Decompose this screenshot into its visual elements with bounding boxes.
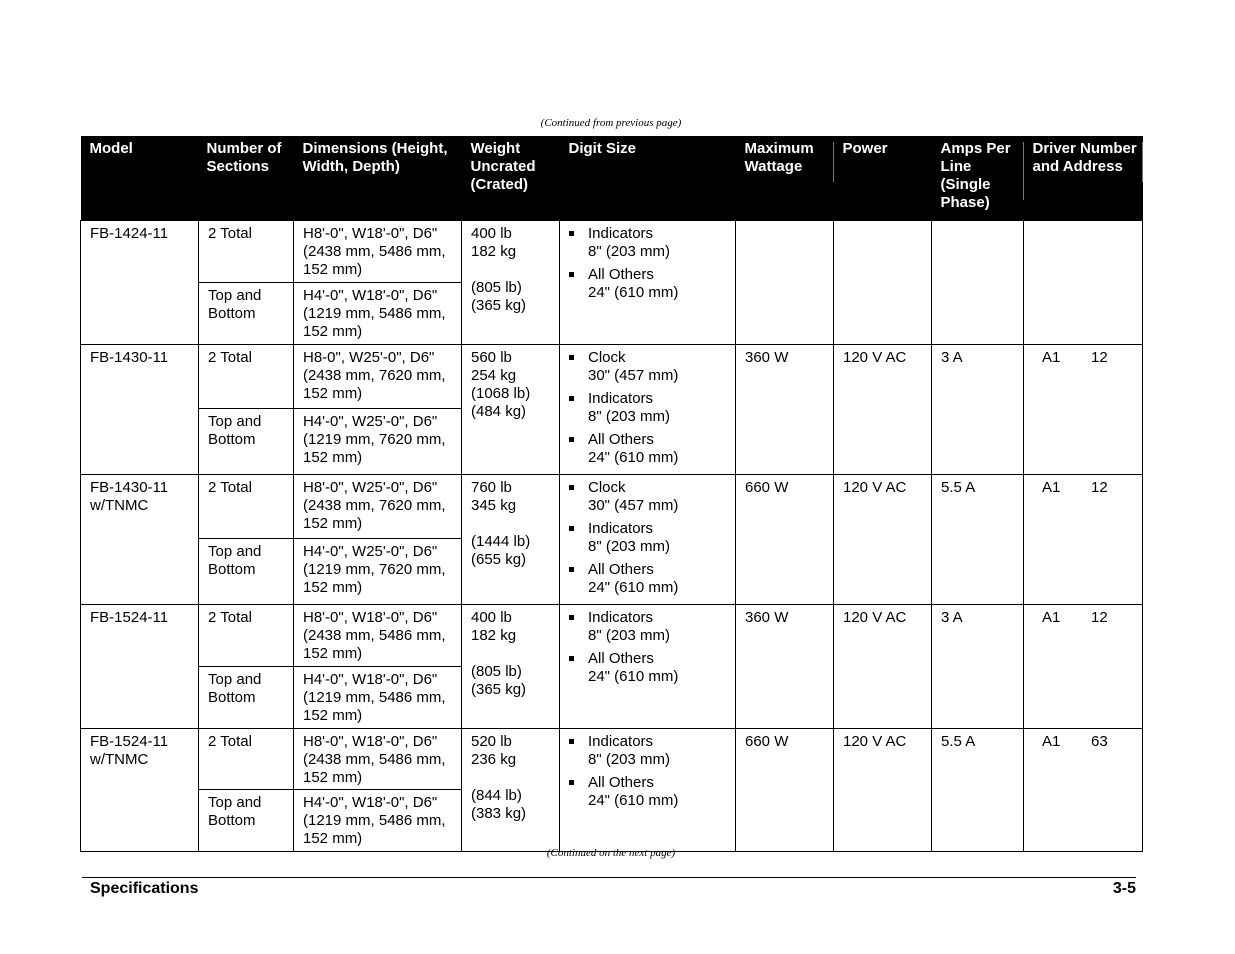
digit-name: Indicators — [588, 733, 654, 750]
driver-cell — [1024, 345, 1143, 475]
digit-dimension: 24" (610 mm) — [588, 792, 679, 809]
digit-dimension: 24" (610 mm) — [588, 449, 679, 466]
digit-size-cell — [560, 221, 736, 345]
driver-number: A1 — [1042, 479, 1061, 496]
dimensions-total-cell: H8'-0", W18'-0", D6" (2438 mm, 5486 mm, 152 mm) — [294, 729, 462, 790]
model-cell: FB-1430-11 w/TNMC — [81, 475, 199, 605]
footer-page-number: 3-5 — [1112, 880, 1136, 897]
weight-uncrated-kg: 236 kg — [471, 751, 517, 768]
driver-cell — [1024, 729, 1143, 852]
weight-cell — [462, 729, 560, 852]
sections-total-cell: 2 Total — [199, 605, 294, 667]
wattage-cell: 660 W — [736, 475, 834, 605]
digit-name: Indicators — [588, 225, 654, 242]
dimensions-top-bottom-cell: H4'-0", W18'-0", D6" (1219 mm, 5486 mm, 152 mm) — [294, 667, 462, 729]
header-weight: Weight Uncrated (Crated) — [462, 136, 560, 221]
model-cell: FB-1424-11 — [81, 221, 199, 345]
driver-cell — [1024, 221, 1143, 345]
digit-size-item — [568, 431, 731, 467]
digit-size-list — [568, 225, 731, 302]
digit-dimension: 24" (610 mm) — [588, 284, 679, 301]
header-max-wattage: Maximum Wattage — [736, 136, 834, 221]
digit-size-cell — [560, 345, 736, 475]
digit-size-item — [568, 774, 731, 810]
weight-crated-kg: (365 kg) — [471, 297, 527, 314]
driver-number: A1 — [1042, 609, 1061, 626]
sections-total-cell: 2 Total — [199, 221, 294, 283]
sections-total-cell: 2 Total — [199, 345, 294, 409]
digit-dimension: 8" (203 mm) — [588, 751, 671, 768]
digit-name: Indicators — [588, 520, 654, 537]
model-cell: FB-1524-11 w/TNMC — [81, 729, 199, 852]
digit-size-list — [568, 479, 731, 597]
amps-cell: 5.5 A — [932, 475, 1024, 605]
weight-crated-kg: (484 kg) — [471, 403, 527, 420]
wattage-cell: 660 W — [736, 729, 834, 852]
driver-number: A1 — [1042, 733, 1061, 750]
driver-cell — [1024, 475, 1143, 605]
sections-top-bottom-cell: Top and Bottom — [199, 283, 294, 345]
digit-size-cell — [560, 475, 736, 605]
digit-size-item — [568, 390, 731, 426]
weight-crated-kg: (655 kg) — [471, 551, 527, 568]
dimensions-total-cell: H8'-0", W18'-0", D6" (2438 mm, 5486 mm, 152 mm) — [294, 221, 462, 283]
driver-address: 63 — [1091, 733, 1108, 750]
digit-size-item — [568, 733, 731, 769]
digit-size-item — [568, 520, 731, 556]
header-amps: Amps Per Line (Single Phase) — [932, 136, 1024, 221]
table-row — [81, 729, 1143, 790]
power-cell: 120 V AC — [834, 605, 932, 729]
digit-name: All Others — [588, 266, 654, 283]
weight-crated-kg: (365 kg) — [471, 681, 527, 698]
digit-name: All Others — [588, 561, 654, 578]
driver-cell — [1024, 605, 1143, 729]
header-digit-size: Digit Size — [560, 136, 736, 221]
footer-rule — [82, 877, 1136, 878]
table-header-row — [81, 136, 1143, 221]
digit-dimension: 24" (610 mm) — [588, 668, 679, 685]
sections-top-bottom-cell: Top and Bottom — [199, 408, 294, 474]
sections-total-cell: 2 Total — [199, 475, 294, 539]
digit-size-item — [568, 225, 731, 261]
table-row — [81, 221, 1143, 283]
digit-dimension: 8" (203 mm) — [588, 627, 671, 644]
amps-cell: 3 A — [932, 605, 1024, 729]
digit-dimension: 8" (203 mm) — [588, 243, 671, 260]
digit-dimension: 8" (203 mm) — [588, 408, 671, 425]
weight-uncrated-lb: 760 lb — [471, 479, 512, 496]
weight-crated-lb: (844 lb) — [471, 787, 522, 804]
header-model: Model — [81, 136, 199, 221]
header-power: Power — [834, 136, 932, 221]
dimensions-top-bottom-cell: H4'-0", W18'-0", D6" (1219 mm, 5486 mm, 152 mm) — [294, 283, 462, 345]
header-driver: Driver Number and Address — [1024, 136, 1143, 221]
weight-uncrated-lb: 400 lb — [471, 609, 512, 626]
table-row — [81, 345, 1143, 409]
digit-size-cell — [560, 729, 736, 852]
digit-name: Clock — [588, 349, 626, 366]
sections-total-cell: 2 Total — [199, 729, 294, 790]
weight-crated-lb: (1068 lb) — [471, 385, 531, 402]
wattage-cell — [736, 221, 834, 345]
header-dimensions: Dimensions (Height, Width, Depth) — [294, 136, 462, 221]
digit-size-item — [568, 650, 731, 686]
power-cell: 120 V AC — [834, 729, 932, 852]
weight-crated-lb: (805 lb) — [471, 663, 522, 680]
weight-crated-lb: (1444 lb) — [471, 533, 531, 550]
weight-uncrated-kg: 182 kg — [471, 627, 517, 644]
weight-crated-lb: (805 lb) — [471, 279, 522, 296]
driver-number: A1 — [1042, 349, 1061, 366]
sections-top-bottom-cell: Top and Bottom — [199, 667, 294, 729]
digit-dimension: 30" (457 mm) — [588, 367, 679, 384]
weight-uncrated-kg: 182 kg — [471, 243, 517, 260]
model-cell: FB-1430-11 — [81, 345, 199, 475]
digit-name: All Others — [588, 774, 654, 791]
header-sections: Number of Sections — [199, 136, 294, 221]
amps-cell — [932, 221, 1024, 345]
digit-name: Indicators — [588, 609, 654, 626]
digit-size-cell — [560, 605, 736, 729]
digit-name: Indicators — [588, 390, 654, 407]
digit-size-item — [568, 349, 731, 385]
digit-dimension: 24" (610 mm) — [588, 579, 679, 596]
digit-dimension: 8" (203 mm) — [588, 538, 671, 555]
amps-cell: 5.5 A — [932, 729, 1024, 852]
digit-size-list — [568, 609, 731, 686]
wattage-cell: 360 W — [736, 605, 834, 729]
dimensions-total-cell: H8'-0", W18'-0", D6" (2438 mm, 5486 mm, 152 mm) — [294, 605, 462, 667]
dimensions-top-bottom-cell: H4'-0", W18'-0", D6" (1219 mm, 5486 mm, 152 mm) — [294, 790, 462, 852]
weight-cell — [462, 605, 560, 729]
digit-size-list — [568, 349, 731, 467]
digit-size-item — [568, 609, 731, 645]
dimensions-top-bottom-cell: H4'-0", W25'-0", D6" (1219 mm, 7620 mm, 152 mm) — [294, 538, 462, 604]
digit-size-item — [568, 561, 731, 597]
driver-address: 12 — [1091, 349, 1108, 366]
weight-uncrated-lb: 400 lb — [471, 225, 512, 242]
digit-name: Clock — [588, 479, 626, 496]
driver-address: 12 — [1091, 479, 1108, 496]
digit-name: All Others — [588, 431, 654, 448]
weight-uncrated-lb: 520 lb — [471, 733, 512, 750]
digit-size-item — [568, 479, 731, 515]
sections-top-bottom-cell: Top and Bottom — [199, 538, 294, 604]
sections-top-bottom-cell: Top and Bottom — [199, 790, 294, 852]
weight-cell — [462, 475, 560, 605]
wattage-cell: 360 W — [736, 345, 834, 475]
continued-from-note: (Continued from previous page) — [540, 117, 682, 129]
weight-cell — [462, 221, 560, 345]
table-row — [81, 475, 1143, 539]
driver-address: 12 — [1091, 609, 1108, 626]
power-cell — [834, 221, 932, 345]
dimensions-top-bottom-cell: H4'-0", W25'-0", D6" (1219 mm, 7620 mm, 152 mm) — [294, 408, 462, 474]
weight-uncrated-kg: 345 kg — [471, 497, 517, 514]
weight-cell — [462, 345, 560, 475]
power-cell: 120 V AC — [834, 345, 932, 475]
footer-section-title: Specifications — [90, 880, 199, 897]
weight-crated-kg: (383 kg) — [471, 805, 527, 822]
dimensions-total-cell: H8-0", W25'-0", D6" (2438 mm, 7620 mm, 152 mm) — [294, 345, 462, 409]
amps-cell: 3 A — [932, 345, 1024, 475]
power-cell: 120 V AC — [834, 475, 932, 605]
digit-size-list — [568, 733, 731, 810]
specifications-table — [80, 136, 1143, 852]
weight-uncrated-kg: 254 kg — [471, 367, 517, 384]
digit-name: All Others — [588, 650, 654, 667]
continued-next-note: (Continued on the next page) — [546, 847, 676, 859]
digit-size-item — [568, 266, 731, 302]
weight-uncrated-lb: 560 lb — [471, 349, 512, 366]
dimensions-total-cell: H8'-0", W25'-0", D6" (2438 mm, 7620 mm, 152 mm) — [294, 475, 462, 539]
digit-dimension: 30" (457 mm) — [588, 497, 679, 514]
model-cell: FB-1524-11 — [81, 605, 199, 729]
table-row — [81, 605, 1143, 667]
